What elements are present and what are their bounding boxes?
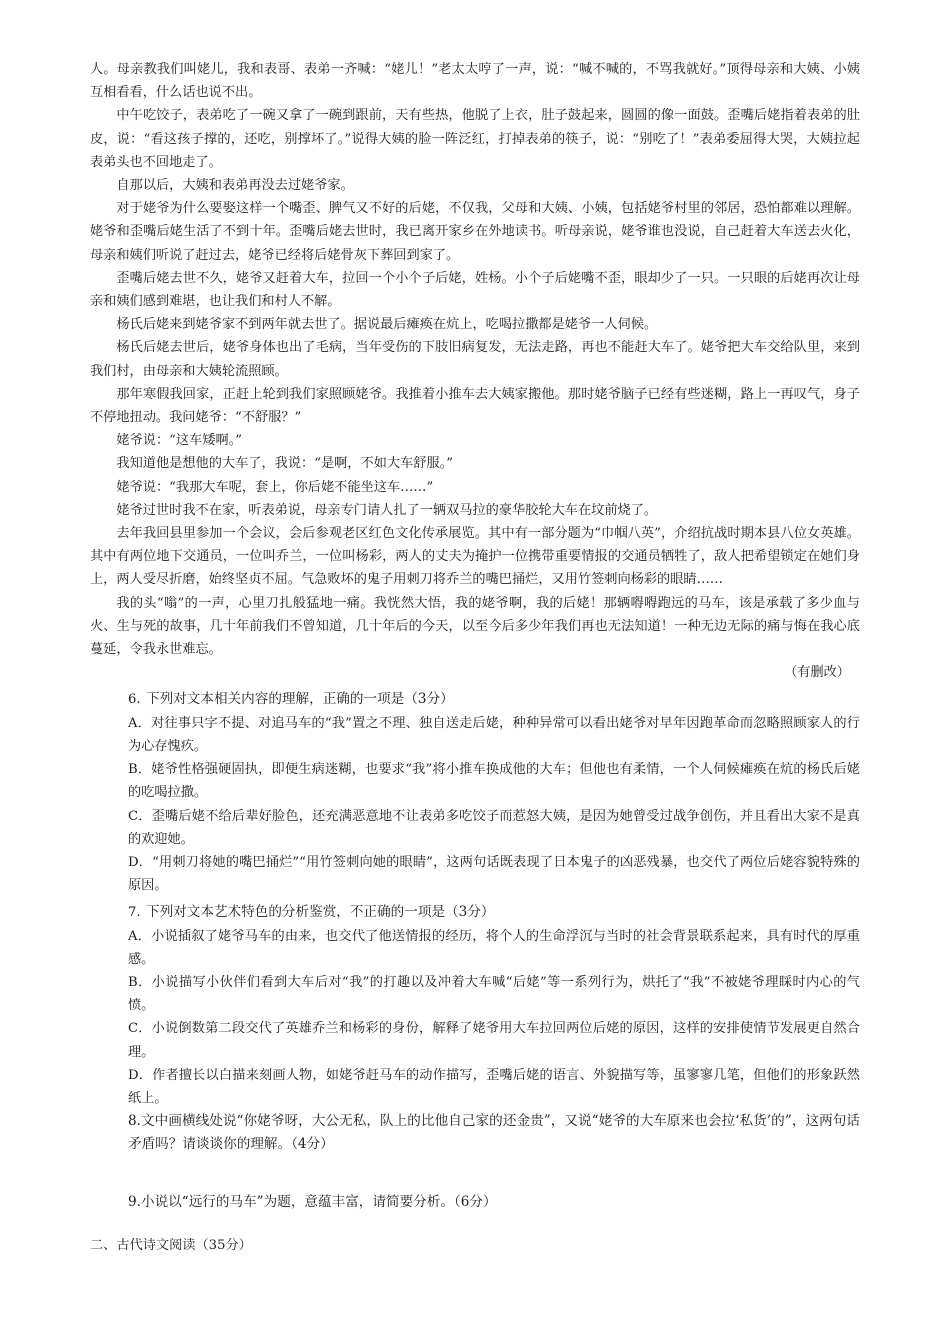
option-a: A．小说插叙了姥爷马车的由来，也交代了他送情报的经历，将个人的生命浮沉与当时的社会背景联系起来，具有时代的厚重感。 — [128, 928, 860, 967]
passage-paragraph: 姥爷说：“我那大车呢，套上，你后姥不能坐这车……” — [116, 479, 434, 495]
passage-paragraph: 中午吃饺子，表弟吃了一碗又拿了一碗到跟前，天有些热，他脱了上衣，肚子鼓起来，圆圆的像一面鼓。歪嘴后姥指着表弟的肚皮，说：“看这孩子撑的，还吃，别撑坏了。”说得大姨的脸一阵泛红，打掉表弟的筷子，说：“别吃了！”表弟委屈得大哭，大姨拉起表弟头也不回地走了。 — [90, 108, 860, 170]
option-b: B．小说描写小伙伴们看到大车后对“我”的打趣以及冲着大车喊“后姥”等一系列行为，烘托了“我”不被姥爷理睬时内心的气愤。 — [128, 974, 860, 1014]
source-credit: （有删改） — [784, 665, 850, 681]
question-number: 9. — [128, 1193, 141, 1210]
question-text: 小说以“远行的马车”为题，意蕴丰富，请简要分析。（6分） — [140, 1193, 497, 1210]
passage-paragraph: 自那以后，大姨和表弟再没去过姥爷家。 — [116, 178, 354, 194]
question-number: 6. — [128, 692, 141, 708]
question-6 — [90, 688, 860, 897]
passage-paragraph: 对于姥爷为什么要娶这样一个嘴歪、脾气又不好的后姥，不仅我，父母和大姨、小姨，包括姥爷村里的邻居，恐怕都难以理解。姥爷和歪嘴后姥生活了不到十年。歪嘴后姥去世时，我已离开家乡在外地读书。听母亲说，姥爷谁也没说，自己赶着大车送去火化，母亲和姨们听说了赶过去，姥爷已经将后姥骨灰下葬回到家了。 — [90, 201, 860, 263]
option-c: C．小说倒数第二段交代了英雄乔兰和杨彩的身份，解释了姥爷用大车拉回两位后姥的原因，这样的安排使情节发展更自然合理。 — [128, 1021, 860, 1060]
option-d: D．“用刺刀将她的嘴巴捅烂”“用竹签刺向她的眼睛”，这两句话既表现了日本鬼子的凶恶残暴，也交代了两位后姥容貌特殊的原因。 — [128, 854, 860, 894]
question-number: 7. — [128, 905, 141, 921]
passage-paragraph: 我知道他是想他的大车了，我说：“是啊，不如大车舒服。” — [116, 456, 453, 472]
passage-paragraph: 那年寒假我回家，正赶上轮到我们家照顾姥爷。我推着小推车去大姨家搬他。那时姥爷脑子已经有些迷糊，路上一再叹气，身子不停地扭动。我问姥爷：“不舒服？” — [90, 386, 860, 426]
passage — [90, 58, 860, 661]
option-d: D．作者擅长以白描来刻画人物，如姥爷赶马车的动作描写，歪嘴后姥的语言、外貌描写等，虽寥寥几笔，但他们的形象跃然纸上。 — [128, 1067, 860, 1106]
passage-paragraph: 杨氏后姥去世后，姥爷身体也出了毛病，当年受伤的下肢旧病复发，无法走路，再也不能赶大车了。姥爷把大车交给队里，来到我们村，由母亲和大姨轮流照顾。 — [90, 340, 860, 379]
question-7 — [90, 901, 860, 1110]
passage-paragraph: 杨氏后姥来到姥爷家不到两年就去世了。据说最后瘫痪在炕上，吃喝拉撒都是姥爷一人伺候。 — [116, 317, 658, 333]
passage-paragraph: 人。母亲教我们叫姥儿，我和表哥、表弟一齐喊：“姥儿！”老太太哼了一声，说：“喊不喊的，不骂我就好。”顶得母亲和大姨、小姨互相看看，什么话也说不出。 — [90, 62, 860, 101]
question-stem: 下列对文本相关内容的理解，正确的一项是（3分） — [146, 691, 454, 708]
question-text: 文中画横线处说“你姥爷呀，大公无私，队上的比他自己家的还金贵”，又说“姥爷的大车原来也会拉‘私货’的”，这两句话矛盾吗？请谈谈你的理解。（4分） — [128, 1113, 860, 1153]
answer-space — [90, 1157, 860, 1191]
answer-space — [90, 1214, 860, 1234]
passage-paragraph: 姥爷说：“这车矮啊。” — [116, 433, 242, 449]
section-heading: 二、古代诗文阅读（35分） — [90, 1237, 252, 1253]
passage-paragraph: 歪嘴后姥去世不久，姥爷又赶着大车，拉回一个小个子后姥，姓杨。小个子后姥嘴不歪，眼却少了一只。一只眼的后姥再次让母亲和姨们感到难堪，也让我们和村人不解。 — [90, 270, 860, 310]
question-9 — [90, 1191, 860, 1214]
question-number: 8. — [128, 1113, 141, 1130]
option-a: A．对往事只字不提、对追马车的“我”置之不理、独自送走后姥，种种异常可以看出姥爷对早年因跑革命而忽略照顾家人的行为心存愧疚。 — [128, 715, 860, 754]
passage-paragraph: 姥爷过世时我不在家，听表弟说，母亲专门请人扎了一辆双马拉的豪华胶轮大车在坟前烧了。 — [116, 502, 658, 518]
question-stem: 下列对文本艺术特色的分析鉴赏，不正确的一项是（3分） — [146, 904, 495, 921]
passage-paragraph: 我的头“嗡”的一声，心里刀扎般猛地一痛。我恍然大悟，我的姥爷啊，我的后姥！那辆嘚嘚跑远的马车，该是承载了多少血与火、生与死的故事，几十年前我们不曾知道，几十年后的今天，以至今后多少年我们再也无法知道！一种无边无际的痛与悔在我心底蔓延，令我永世难忘。 — [90, 595, 860, 658]
option-c: C．歪嘴后姥不给后辈好脸色，还充满恶意地不让表弟多吃饺子而惹怒大姨，是因为她曾受过战争创伤，并且看出大家不是真的欢迎她。 — [128, 808, 860, 847]
question-8 — [90, 1110, 860, 1156]
option-b: B．姥爷性格强硬固执，即便生病迷糊，也要求“我”将小推车换成他的大车；但他也有柔情，一个人伺候瘫痪在炕的杨氏后姥的吃喝拉撒。 — [128, 762, 860, 801]
passage-paragraph: 去年我回县里参加一个会议，会后参观老区红色文化传承展览。其中有一部分题为“巾帼八英”，介绍抗战时期本县八位女英雄。其中有两位地下交通员，一位叫乔兰，一位叫杨彩，两人的丈夫为掩护一位携带重要情报的交通员牺牲了，敌人把希望锁定在她们身上，两人受尽折磨，始终坚贞不屈。气急败坏的鬼子用刺刀将乔兰的嘴巴捅烂，又用竹签刺向杨彩的眼睛…… — [90, 526, 860, 588]
